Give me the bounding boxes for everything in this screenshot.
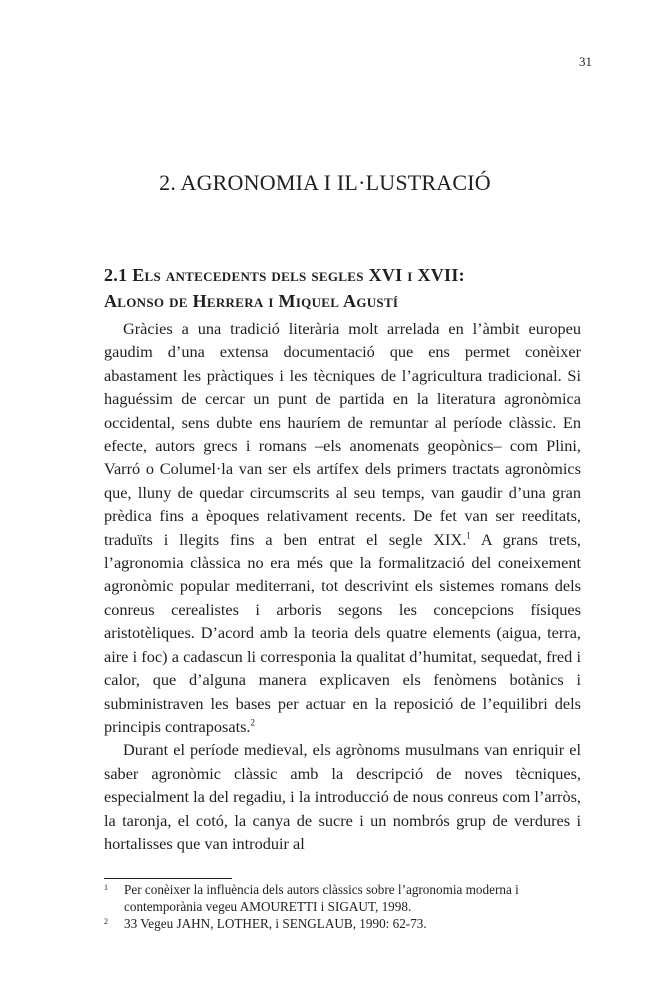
footnote-ref-2[interactable]: 2 [250, 717, 255, 728]
body-text [104, 317, 581, 855]
paragraph-1-text-continued: A grans trets, l’agronomia clàssica no era més que la formalització del coneixement agronòmic popular mediterrani, tot descrivint els sistemes romans dels conreus cerealistes i arboris segons les concepcions físiques aristotèliques. D’acord amb la teoria dels quatre elements (aigua, terra, aire i foc) a cadascun li corresponia la qualitat d’humitat, sequedat, fred i calor, que d’alguna manera explicaven els fenòmens botànics i subministraven les bases per actuar en la reposició de l’equilibri dels principis contraposats. [104, 529, 582, 736]
footnote-1 [104, 881, 582, 915]
section-title-line-1: 2.1 Els antecedents dels segles XVI i XVII: [104, 265, 465, 285]
paragraph-1 [104, 317, 581, 738]
footnote-2-text: 33 Vegeu JAHN, LOTHER, i SENGLAUB, 1990: 62-73. [124, 916, 427, 931]
section-title-line-2: Alonso de Herrera i Miquel Agustí [104, 291, 399, 311]
chapter-title: 2. AGRONOMIA I IL·LUSTRACIÓ [159, 170, 491, 195]
paragraph-1-text: Gràcies a una tradició literària molt arrelada en l’àmbit europeu gaudim d’una extensa documentació que ens permet conèixer abastament les pràctiques i les tècniques de l’agricultura tradicional. Si haguéssim de cercar un punt de partida en la literatura agronòmica occidental, sens dubte ens hauríem de remuntar al període clàssic. En efecte, autors grecs i romans –els anomenats geopònics– com Plini, Varró o Columel·la van ser els artífex dels primers tractats agronòmics que, lluny de quedar circumscrits al seu temps, van gaudir d’una gran prèdica fins a èpoques relativament recents. De fet van ser reeditats, traduïts i llegits fins a ben entrat el segle XIX. [104, 319, 581, 549]
footnote-1-number: 1 [104, 883, 108, 892]
footnote-2 [104, 915, 582, 932]
paragraph-2 [104, 738, 581, 855]
footnotes [104, 881, 582, 932]
footnote-2-number: 2 [104, 917, 108, 926]
footnote-divider [104, 878, 232, 879]
footnote-1-text: Per conèixer la influència dels autors clàssics sobre l’agronomia moderna i contemporània vegeu AMOURETTI i SIGAUT, 1998. [124, 882, 519, 914]
paragraph-2-text: Durant el període medieval, els agrònoms musulmans van enriquir el saber agronòmic clàssic amb la descripció de noves tècniques, especialment la del regadiu, i la introducció de nous conreus com l’arròs, la taronja, el cotó, la canya de sucre i un nombrós grup de verdures i hortalisses que van introduir al [104, 740, 581, 853]
footnote-ref-1[interactable]: 1 [466, 530, 471, 541]
page-number: 31 [579, 54, 592, 69]
section-title [104, 262, 584, 314]
